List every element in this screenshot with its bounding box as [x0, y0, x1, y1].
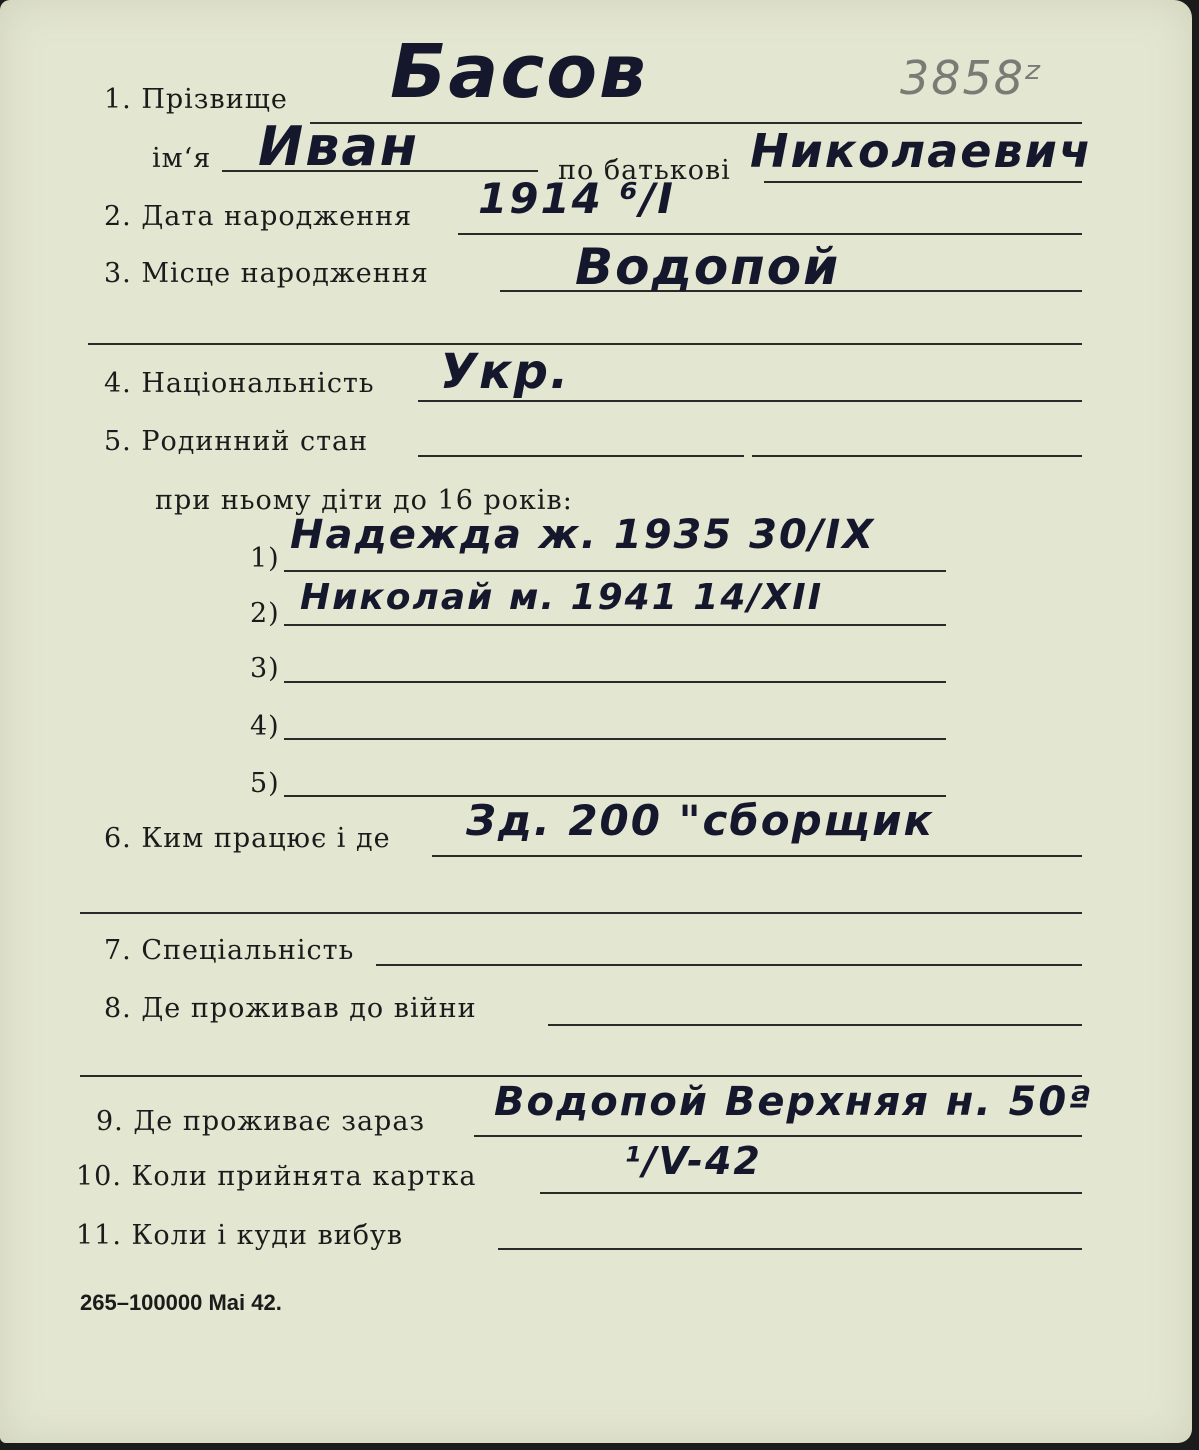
label-child-1: 1)	[250, 543, 280, 574]
label-child-3: 3)	[250, 653, 280, 684]
field-line-work-extra	[80, 912, 1082, 914]
entry-birth-date: 1914 ⁶/I	[478, 174, 675, 223]
field-line-child-4	[284, 738, 946, 740]
print-run-code: 265–100000 Mai 42.	[80, 1290, 282, 1315]
label-birth-place: 3. Місце народження	[104, 258, 429, 289]
field-line-departed	[498, 1248, 1082, 1250]
entry-birth-place: Водопой	[575, 238, 841, 296]
entry-current-residence: Водопой Верхняя н. 50ª	[494, 1079, 1093, 1125]
label-specialty: 7. Спеціальність	[104, 935, 355, 966]
entry-patronymic: Николаевич	[750, 124, 1093, 178]
field-line-marital-status-2	[752, 455, 1082, 457]
entry-nationality: Укр.	[440, 344, 571, 400]
label-child-4: 4)	[250, 711, 280, 742]
label-marital-status: 5. Родинний стан	[104, 426, 369, 457]
label-current-residence: 9. Де проживає зараз	[96, 1106, 426, 1137]
label-patronymic: по батькові	[558, 155, 731, 186]
entry-card-accepted: ¹/V-42	[624, 1139, 762, 1183]
label-surname: 1. Прізвище	[104, 84, 288, 115]
field-line-card-accepted	[540, 1192, 1082, 1194]
pencil-archive-number: 3858ᶻ	[900, 51, 1044, 105]
field-line-birth-place-extra	[88, 343, 1082, 345]
label-child-5: 5)	[250, 768, 280, 799]
field-line-current-residence	[474, 1135, 1082, 1137]
label-prewar-residence: 8. Де проживав до війни	[104, 993, 477, 1024]
label-child-2: 2)	[250, 598, 280, 629]
field-line-prewar-residence-extra	[80, 1075, 1082, 1077]
label-children-intro: при ньому діти до 16 років:	[155, 485, 573, 516]
entry-first-name: Иван	[258, 115, 420, 178]
field-line-nationality	[418, 400, 1082, 402]
label-nationality: 4. Національність	[104, 368, 375, 399]
field-line-patronymic	[764, 181, 1082, 183]
label-first-name: ім‘я	[152, 143, 212, 174]
field-line-specialty	[376, 964, 1082, 966]
field-line-birth-date	[458, 233, 1082, 235]
label-departed: 11. Коли і куди вибув	[76, 1220, 404, 1251]
entry-surname: Басов	[390, 29, 648, 115]
field-line-marital-status-1	[418, 455, 744, 457]
entry-work: Зд. 200 "сборщик	[466, 796, 935, 845]
field-line-child-1	[284, 570, 946, 572]
label-work: 6. Ким працює і де	[104, 823, 391, 854]
field-line-work	[432, 855, 1082, 857]
entry-child-2: Николай м. 1941 14/XII	[300, 577, 824, 618]
label-birth-date: 2. Дата народження	[104, 201, 413, 232]
field-line-child-3	[284, 681, 946, 683]
field-line-prewar-residence	[548, 1024, 1082, 1026]
entry-child-1: Надежда ж. 1935 30/IX	[290, 512, 876, 558]
field-line-child-2	[284, 624, 946, 626]
label-card-accepted: 10. Коли прийнята картка	[76, 1161, 477, 1192]
